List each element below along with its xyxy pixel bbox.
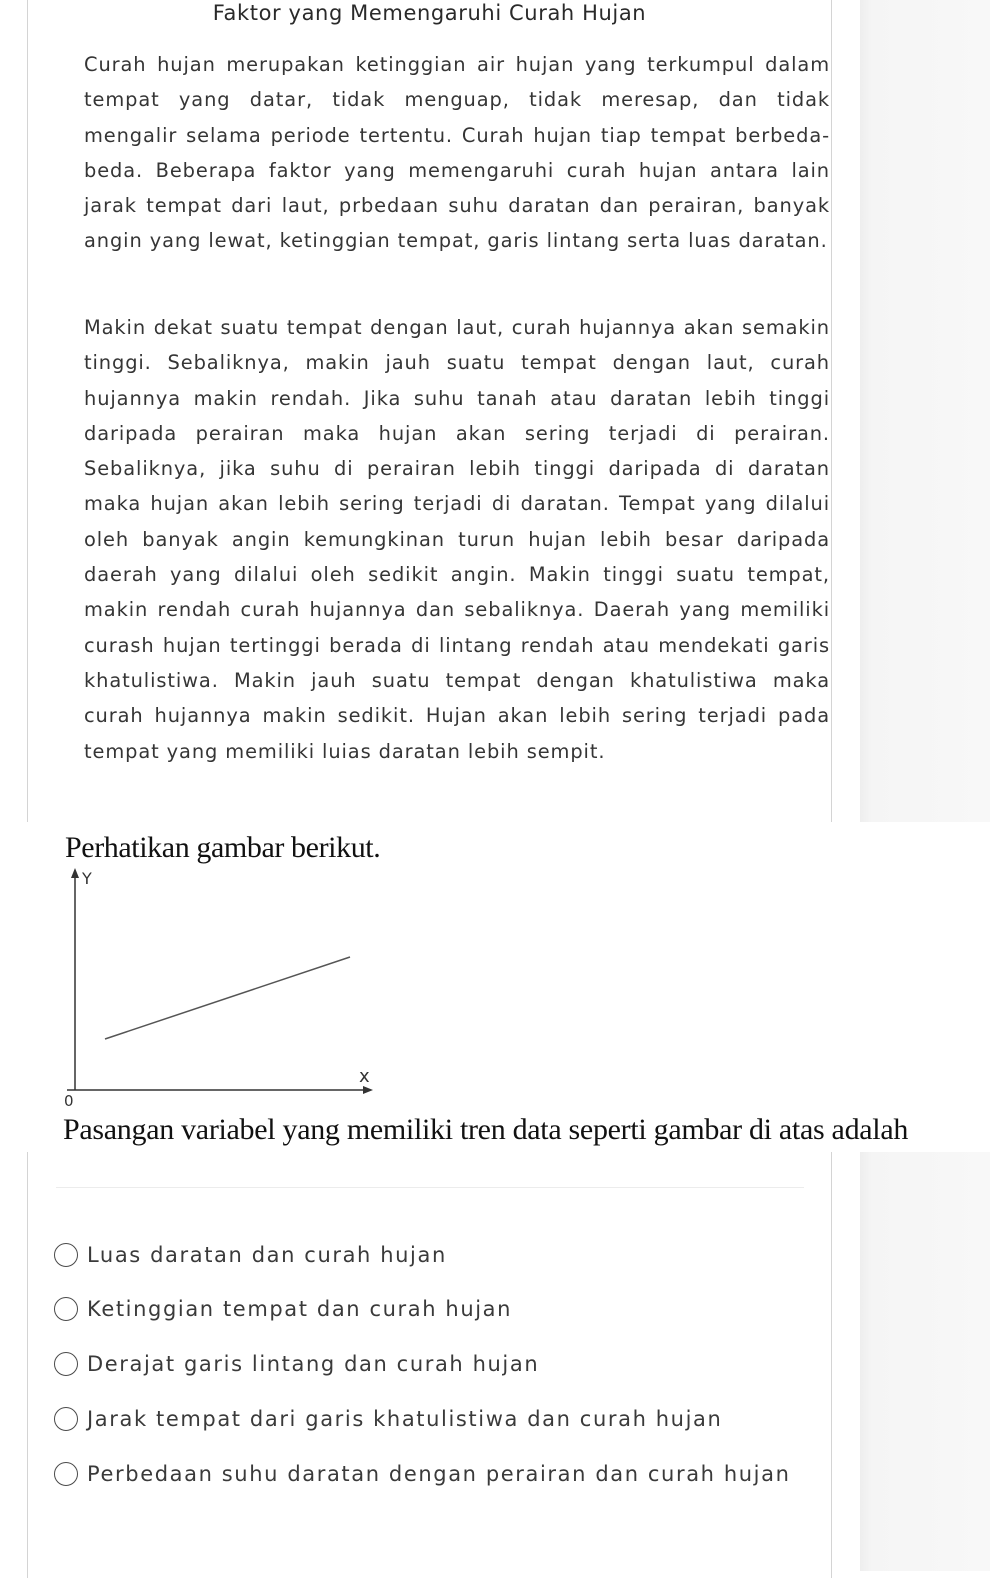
option-label[interactable]: Perbedaan suhu daratan dengan perairan dan curah hujan <box>87 1462 791 1486</box>
trend-graph <box>55 864 375 1114</box>
image-question-text: Pasangan variabel yang memiliki tren data seperti gambar di atas adalah <box>63 1113 909 1146</box>
y-axis-arrow <box>71 868 79 878</box>
radio-button[interactable] <box>54 1297 78 1321</box>
article-title: Faktor yang Memengaruhi Curah Hujan <box>212 1 647 25</box>
article-paragraph-1: Curah hujan merupakan ketinggian air hujan yang terkumpul dalam tempat yang datar, tidak menguap, tidak meresap, dan tidak mengalir selama periode tertentu. Curah hujan tiap tempat berbeda-beda. Beberapa faktor yang memengaruhi curah hujan antara lain jarak tempat dari laut, prbedaan suhu daratan dan perairan, banyak angin yang lewat, ketinggian tempat, garis lintang serta luas daratan. <box>84 53 830 253</box>
option-label[interactable]: Ketinggian tempat dan curah hujan <box>87 1297 513 1321</box>
option-label[interactable]: Jarak tempat dari garis khatulistiwa dan curah hujan <box>87 1407 723 1431</box>
option-4[interactable] <box>54 1401 814 1437</box>
option-label[interactable]: Derajat garis lintang dan curah hujan <box>87 1352 540 1376</box>
trend-line <box>105 957 350 1039</box>
y-axis <box>71 868 79 1090</box>
y-axis-label: Y <box>82 869 92 888</box>
article-paragraph-2: Makin dekat suatu tempat dengan laut, curah hujannya akan semakin tinggi. Sebaliknya, makin jauh suatu tempat dengan laut, curah hujannya makin rendah. Jika suhu tanah atau daratan lebih tinggi daripada perairan maka hujan akan sering terjadi di perairan. Sebaliknya, jika suhu di perairan lebih tinggi daripada di daratan maka hujan akan lebih sering terjadi di daratan. Tempat yang dilalui oleh banyak angin kemungkinan turun hujan lebih besar daripada daerah yang dilalui oleh sedikit angin. Makin tinggi suatu tempat, makin rendah curah hujannya dan sebaliknya. Daerah yang memiliki curash hujan tertinggi berada di lintang rendah atau mendekati garis khatulistiwa. Makin jauh suatu tempat dengan khatulistiwa maka curah hujannya makin sedikit. Hujan akan lebih sering terjadi pada tempat yang memiliki luias daratan lebih sempit. <box>84 316 830 763</box>
divider <box>56 1187 804 1188</box>
option-2[interactable] <box>54 1291 814 1327</box>
option-5[interactable] <box>54 1456 814 1492</box>
question-card <box>27 0 832 1578</box>
page-gutter <box>860 0 990 1571</box>
question-image <box>0 822 990 1152</box>
option-3[interactable] <box>54 1346 814 1382</box>
origin-label: 0 <box>64 1092 74 1110</box>
radio-button[interactable] <box>54 1462 78 1486</box>
x-axis-label: x <box>359 1066 370 1087</box>
radio-button[interactable] <box>54 1243 78 1267</box>
x-axis-arrow <box>363 1086 373 1094</box>
radio-button[interactable] <box>54 1352 78 1376</box>
radio-button[interactable] <box>54 1407 78 1431</box>
image-intro-text: Perhatikan gambar berikut. <box>65 831 381 864</box>
x-axis <box>67 1086 373 1094</box>
option-label[interactable]: Luas daratan dan curah hujan <box>87 1243 447 1267</box>
option-1[interactable] <box>54 1237 814 1273</box>
